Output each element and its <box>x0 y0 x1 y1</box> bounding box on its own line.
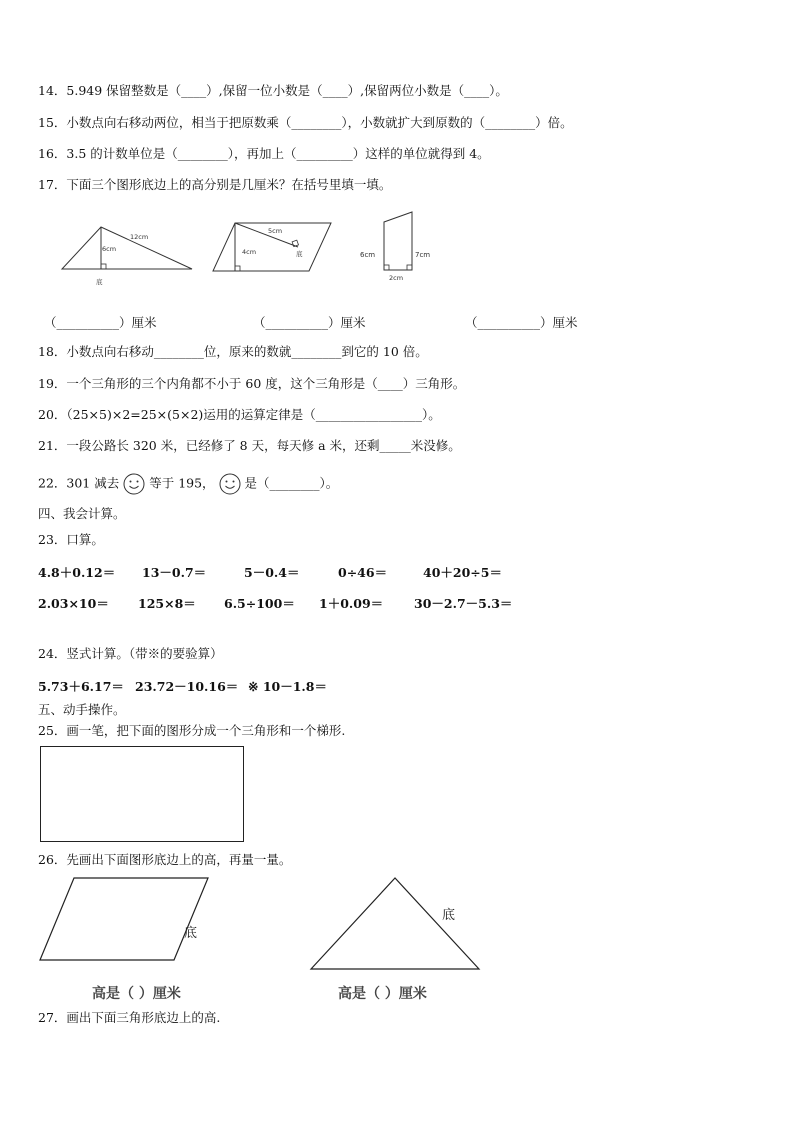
vertical-calc: 5.73＋6.17＝ <box>38 679 124 694</box>
question-14: 14．5.949 保留整数是（____）,保留一位小数是（____）,保留两位小数是（____）。 <box>38 83 508 98</box>
height-answer-left: 高是（ ）厘米 <box>92 986 181 1002</box>
rectangle-figure <box>40 746 244 842</box>
parallelogram-figure <box>210 219 335 279</box>
triangle-base-label: 底 <box>442 908 456 923</box>
section-4-heading: 四、我会计算。 <box>38 506 126 521</box>
oral-calc: 0÷46＝ <box>338 565 388 580</box>
trapezoid-left-label: 6cm <box>360 251 376 259</box>
parallelogram-figure-26 <box>36 874 216 966</box>
trapezoid-bottom-label: 2cm <box>389 274 404 282</box>
oral-calc: 30－2.7－5.3＝ <box>414 596 513 611</box>
trapezoid-figure <box>357 208 447 286</box>
answer-blank-1: （__________）厘米 <box>44 315 157 330</box>
q22-part-b: 等于 195， <box>149 475 215 491</box>
trapezoid-right-label: 7cm <box>415 251 431 259</box>
question-25: 25．画一笔，把下面的图形分成一个三角形和一个梯形. <box>38 723 346 738</box>
oral-calc: 5－0.4＝ <box>244 565 300 580</box>
oral-calc: 2.03×10＝ <box>38 596 109 611</box>
vertical-calc: 23.72－10.16＝ <box>135 679 239 694</box>
question-24: 24．竖式计算。（带※的要验算） <box>38 646 223 661</box>
question-16: 16．3.5 的计数单位是（________），再加上（_________）这样的单位就得到 4。 <box>38 146 490 161</box>
oral-calc: 1＋0.09＝ <box>319 596 384 611</box>
triangle-figure-26 <box>306 874 484 974</box>
section-5-heading: 五、动手操作。 <box>38 702 126 717</box>
question-21: 21．一段公路长 320 米，已经修了 8 天，每天修 a 米，还剩_____米没修。 <box>38 438 461 453</box>
parallelogram-height-label: 4cm <box>242 248 257 256</box>
question-23: 23．口算。 <box>38 532 104 547</box>
oral-calc: 125×8＝ <box>138 596 196 611</box>
smiley-face-icon <box>123 473 145 495</box>
answer-blank-3: （__________）厘米 <box>465 315 578 330</box>
answer-blank-2: （__________）厘米 <box>253 315 366 330</box>
question-15: 15．小数点向右移动两位，相当于把原数乘（________），小数就扩大到原数的（________）倍。 <box>38 115 573 130</box>
question-19: 19．一个三角形的三个内角都不小于 60 度，这个三角形是（____）三角形。 <box>38 376 466 391</box>
oral-calc: 4.8＋0.12＝ <box>38 565 116 580</box>
oral-calc: 40＋20÷5＝ <box>423 565 502 580</box>
parallelogram-base-label: 底 <box>184 926 198 941</box>
parallelogram-side-label: 5cm <box>268 227 283 235</box>
question-17: 17．下面三个图形底边上的高分别是几厘米？在括号里填一填。 <box>38 177 392 192</box>
question-26: 26．先画出下面图形底边上的高，再量一量。 <box>38 852 292 867</box>
triangle-height-label: 6cm <box>102 245 117 253</box>
question-20: 20．（25×5)×2=25×(5×2)运用的运算定律是（_________________）。 <box>38 407 441 422</box>
smiley-face-icon <box>219 473 241 495</box>
oral-calc: 6.5÷100＝ <box>224 596 295 611</box>
triangle-figure <box>58 222 198 290</box>
triangle-side-label: 12cm <box>130 233 149 241</box>
question-18: 18．小数点向右移动________位，原来的数就________到它的 10 倍。 <box>38 344 428 359</box>
parallelogram-base-label: 底 <box>296 250 303 258</box>
question-27: 27．画出下面三角形底边上的高. <box>38 1010 221 1025</box>
oral-calc: 13－0.7＝ <box>142 565 207 580</box>
question-22 <box>38 473 338 495</box>
q22-part-c: 是（________）。 <box>244 475 339 491</box>
vertical-calc: ※ 10－1.8＝ <box>248 679 327 694</box>
q22-part-a: 22．301 减去 <box>38 475 120 491</box>
height-answer-right: 高是（ ）厘米 <box>338 986 427 1002</box>
triangle-base-label: 底 <box>96 278 103 286</box>
